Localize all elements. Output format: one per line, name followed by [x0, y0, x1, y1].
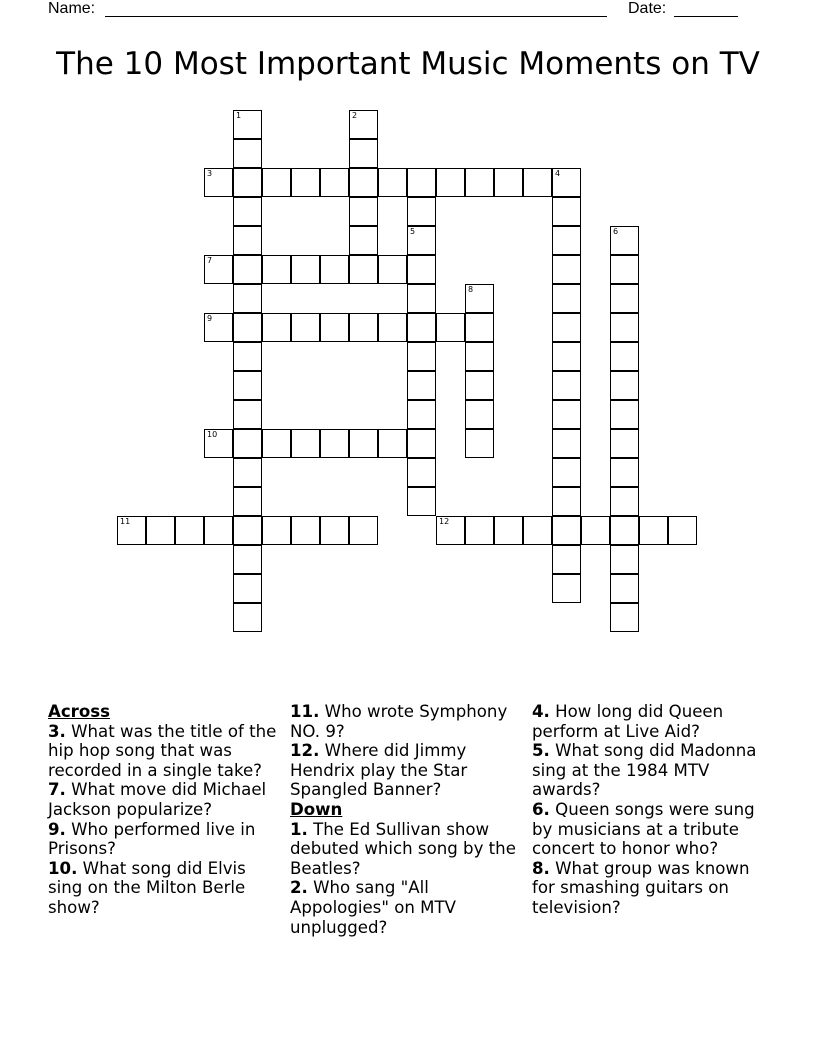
- grid-cell[interactable]: [610, 603, 639, 632]
- grid-cell[interactable]: [465, 371, 494, 400]
- clue-number-label: 12: [439, 517, 450, 526]
- grid-cell[interactable]: [407, 458, 436, 487]
- grid-cell[interactable]: [494, 516, 523, 545]
- grid-cell[interactable]: [233, 400, 262, 429]
- grid-cell[interactable]: [610, 342, 639, 371]
- grid-cell[interactable]: [262, 429, 291, 458]
- clue-text: Who performed live in Prisons?: [48, 819, 256, 859]
- grid-cell[interactable]: [233, 603, 262, 632]
- grid-cell[interactable]: [552, 429, 581, 458]
- grid-cell[interactable]: [349, 429, 378, 458]
- clue-text: What song did Elvis sing on the Milton Berle show?: [48, 858, 246, 917]
- grid-cell[interactable]: [407, 226, 436, 255]
- clue-number-label: 8: [468, 285, 474, 294]
- grid-cell[interactable]: [581, 516, 610, 545]
- clue-number: 4.: [532, 702, 550, 721]
- page-title: The 10 Most Important Music Moments on TV: [56, 46, 760, 82]
- clue-number: 3.: [48, 721, 66, 741]
- grid-cell[interactable]: [407, 429, 436, 458]
- grid-cell[interactable]: [233, 429, 262, 458]
- grid-cell[interactable]: [233, 516, 262, 545]
- grid-cell[interactable]: [465, 284, 494, 313]
- grid-cell[interactable]: [378, 168, 407, 197]
- grid-cell[interactable]: [610, 574, 639, 603]
- clues-column-2: [290, 702, 526, 937]
- grid-cell[interactable]: [233, 371, 262, 400]
- grid-cell[interactable]: [552, 197, 581, 226]
- clue-number-label: 2: [352, 111, 358, 120]
- date-label: Date:: [628, 0, 667, 17]
- grid-cell[interactable]: [262, 516, 291, 545]
- clue-number-label: 3: [207, 169, 213, 178]
- clue-across-9: [48, 820, 284, 859]
- clue-number-label: 1: [236, 111, 242, 120]
- grid-cell[interactable]: [262, 168, 291, 197]
- grid-cell[interactable]: [233, 110, 262, 139]
- grid-cell[interactable]: [668, 516, 697, 545]
- grid-cell[interactable]: [610, 429, 639, 458]
- clue-number-label: 9: [207, 314, 213, 323]
- grid-cell[interactable]: [233, 458, 262, 487]
- grid-cell[interactable]: [610, 400, 639, 429]
- clue-across-7: [48, 780, 284, 819]
- grid-cell[interactable]: [291, 255, 320, 284]
- clue-text: Queen songs were sung by musicians at a tribute concert to honor who?: [532, 799, 755, 859]
- grid-cell[interactable]: [233, 313, 262, 342]
- grid-cell[interactable]: [552, 574, 581, 603]
- clue-text: How long did Queen perform at Live Aid?: [532, 702, 724, 741]
- clue-text: Who sang "All Appologies" on MTV unplugged?: [290, 878, 456, 937]
- grid-cell[interactable]: [204, 255, 233, 284]
- grid-cell[interactable]: [552, 342, 581, 371]
- clue-number-label: 10: [207, 430, 218, 439]
- grid-cell[interactable]: [465, 516, 494, 545]
- clue-number-label: 4: [555, 169, 561, 178]
- grid-cell[interactable]: [349, 110, 378, 139]
- clue-down-2: [290, 878, 526, 937]
- grid-cell[interactable]: [291, 168, 320, 197]
- grid-cell[interactable]: [610, 255, 639, 284]
- grid-cell[interactable]: [233, 197, 262, 226]
- grid-cell[interactable]: [407, 342, 436, 371]
- grid-cell[interactable]: [262, 255, 291, 284]
- grid-cell[interactable]: [378, 255, 407, 284]
- grid-cell[interactable]: [262, 313, 291, 342]
- clue-number: 9.: [48, 819, 66, 839]
- clue-down-8: [532, 859, 768, 918]
- grid-cell[interactable]: [349, 516, 378, 545]
- clue-number: 12.: [290, 741, 320, 761]
- clue-text: What move did Michael Jackson popularize?: [48, 780, 267, 819]
- clue-across-12: [290, 741, 526, 800]
- grid-cell[interactable]: [204, 313, 233, 342]
- grid-cell[interactable]: [320, 313, 349, 342]
- grid-cell[interactable]: [610, 458, 639, 487]
- grid-cell[interactable]: [610, 516, 639, 545]
- grid-cell[interactable]: [233, 255, 262, 284]
- grid-cell[interactable]: [407, 371, 436, 400]
- grid-cell[interactable]: [146, 516, 175, 545]
- grid-cell[interactable]: [320, 168, 349, 197]
- grid-cell[interactable]: [291, 429, 320, 458]
- clue-number: 6.: [532, 799, 550, 819]
- grid-cell[interactable]: [320, 516, 349, 545]
- grid-cell[interactable]: [320, 429, 349, 458]
- clue-down-5: [532, 741, 768, 800]
- grid-cell[interactable]: [407, 400, 436, 429]
- grid-cell[interactable]: [291, 313, 320, 342]
- clue-number: 2.: [290, 878, 308, 898]
- grid-cell[interactable]: [523, 516, 552, 545]
- clue-number: 10.: [48, 858, 78, 878]
- grid-cell[interactable]: [233, 342, 262, 371]
- grid-cell[interactable]: [494, 168, 523, 197]
- grid-cell[interactable]: [610, 313, 639, 342]
- grid-cell[interactable]: [552, 226, 581, 255]
- grid-cell[interactable]: [407, 284, 436, 313]
- grid-cell[interactable]: [552, 487, 581, 516]
- grid-cell[interactable]: [407, 197, 436, 226]
- grid-cell[interactable]: [523, 168, 552, 197]
- grid-cell[interactable]: [552, 545, 581, 574]
- grid-cell[interactable]: [233, 139, 262, 168]
- clue-across-3: [48, 722, 284, 781]
- grid-cell[interactable]: [465, 168, 494, 197]
- clue-across-10: [48, 859, 284, 918]
- grid-cell[interactable]: [233, 284, 262, 313]
- clue-down-1: [290, 820, 526, 879]
- grid-cell[interactable]: [175, 516, 204, 545]
- grid-cell[interactable]: [349, 255, 378, 284]
- clue-text: Where did Jimmy Hendrix play the Star Spangled Banner?: [290, 741, 468, 800]
- grid-cell[interactable]: [407, 313, 436, 342]
- grid-cell[interactable]: [436, 168, 465, 197]
- clues-column-1: [48, 702, 284, 918]
- grid-cell[interactable]: [407, 487, 436, 516]
- grid-cell[interactable]: [233, 226, 262, 255]
- clue-text: What song did Madonna sing at the 1984 MTV awards?: [532, 741, 757, 800]
- grid-cell[interactable]: [117, 516, 146, 545]
- grid-cell[interactable]: [320, 255, 349, 284]
- clue-number: 5.: [532, 741, 550, 761]
- across-heading: Across: [48, 702, 111, 721]
- clue-number-label: 5: [410, 227, 416, 236]
- grid-cell[interactable]: [378, 429, 407, 458]
- grid-cell[interactable]: [465, 400, 494, 429]
- clue-number: 1.: [290, 819, 308, 839]
- clue-number: 8.: [532, 858, 550, 878]
- grid-cell[interactable]: [349, 197, 378, 226]
- clue-number-label: 6: [613, 227, 619, 236]
- grid-cell[interactable]: [552, 284, 581, 313]
- grid-cell[interactable]: [233, 487, 262, 516]
- grid-cell[interactable]: [349, 139, 378, 168]
- clue-text: Who wrote Symphony NO. 9?: [290, 702, 508, 741]
- grid-cell[interactable]: [204, 516, 233, 545]
- grid-cell[interactable]: [465, 342, 494, 371]
- grid-cell[interactable]: [610, 487, 639, 516]
- clue-text: What was the title of the hip hop song that was recorded in a single take?: [48, 721, 277, 780]
- clue-number: 11.: [290, 702, 320, 721]
- grid-cell[interactable]: [639, 516, 668, 545]
- grid-cell[interactable]: [378, 313, 407, 342]
- grid-cell[interactable]: [552, 255, 581, 284]
- grid-cell[interactable]: [233, 545, 262, 574]
- grid-cell[interactable]: [407, 168, 436, 197]
- grid-cell[interactable]: [233, 574, 262, 603]
- down-heading: Down: [290, 799, 343, 819]
- grid-cell[interactable]: [465, 429, 494, 458]
- clue-down-4: [532, 702, 768, 741]
- grid-cell[interactable]: [436, 313, 465, 342]
- grid-cell[interactable]: [610, 284, 639, 313]
- clue-number-label: 11: [120, 517, 131, 526]
- clue-down-6: [532, 800, 768, 859]
- grid-cell[interactable]: [436, 516, 465, 545]
- clue-text: The Ed Sullivan show debuted which song by the Beatles?: [290, 819, 516, 878]
- grid-cell[interactable]: [552, 168, 581, 197]
- grid-cell[interactable]: [610, 226, 639, 255]
- grid-cell[interactable]: [610, 545, 639, 574]
- grid-cell[interactable]: [204, 168, 233, 197]
- grid-cell[interactable]: [349, 168, 378, 197]
- grid-cell[interactable]: [349, 313, 378, 342]
- grid-cell[interactable]: [349, 226, 378, 255]
- grid-cell[interactable]: [552, 458, 581, 487]
- clue-across-11: [290, 702, 526, 741]
- clue-number-label: 7: [207, 256, 213, 265]
- grid-cell[interactable]: [233, 168, 262, 197]
- name-label: Name:: [48, 0, 96, 17]
- clues-column-3: [532, 702, 768, 918]
- grid-cell[interactable]: [465, 313, 494, 342]
- grid-cell[interactable]: [407, 255, 436, 284]
- grid-cell[interactable]: [204, 429, 233, 458]
- clue-number: 7.: [48, 780, 66, 800]
- clue-text: What group was known for smashing guitars on television?: [532, 858, 750, 917]
- grid-cell[interactable]: [552, 400, 581, 429]
- grid-cell[interactable]: [552, 516, 581, 545]
- grid-cell[interactable]: [552, 371, 581, 400]
- grid-cell[interactable]: [552, 313, 581, 342]
- grid-cell[interactable]: [291, 516, 320, 545]
- grid-cell[interactable]: [610, 371, 639, 400]
